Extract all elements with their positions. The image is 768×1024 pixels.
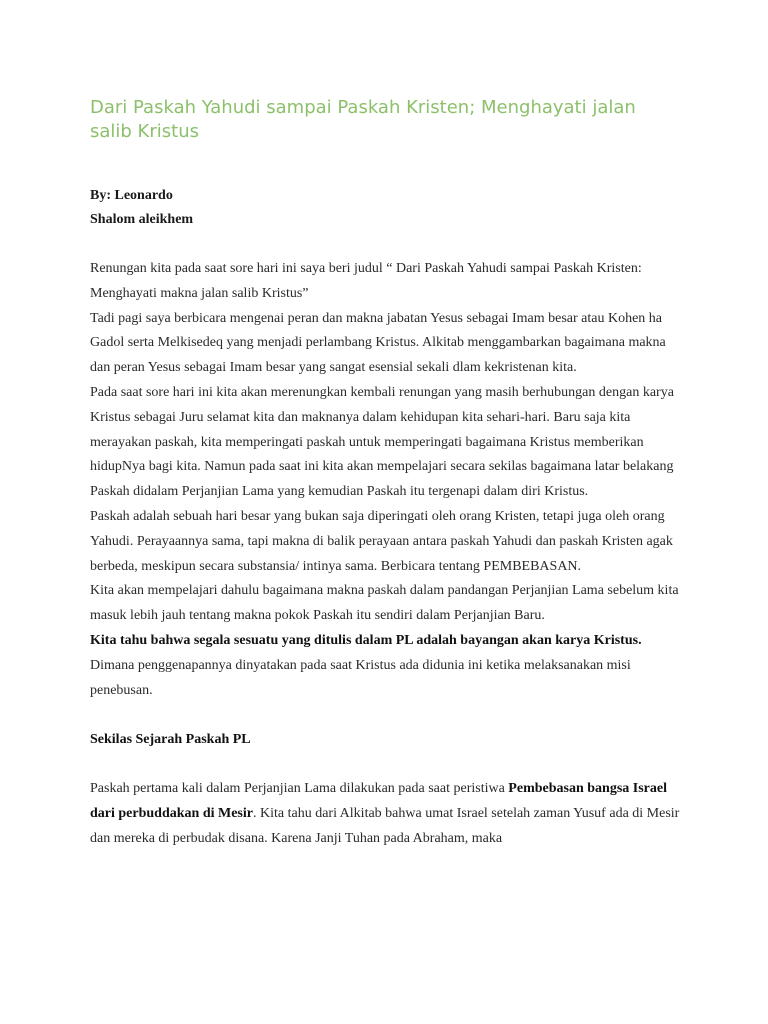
emphasis-paragraph	[90, 629, 680, 703]
section-lead-text: Paskah pertama kali dalam Perjanjian Lama dilakukan pada saat peristiwa	[90, 781, 509, 797]
greeting-line: Shalom aleikhem	[90, 212, 194, 227]
document-title: Dari Paskah Yahudi sampai Paskah Kristen; Menghayati jalan salib Kristus	[90, 97, 636, 142]
section-paragraph	[90, 777, 680, 851]
paragraph-3: Pada saat sore hari ini kita akan merenungkan kembali renungan yang masih berhubungan dengan karya Kristus sebagai Juru selamat kita dan maknanya dalam kehidupan kita sehari-hari. Baru saja kita merayakan paskah, kita memperingati paskah untuk memperingati bagaimana Kristus memberikan hidupNya bagi kita. Namun pada saat ini kita akan mempelajari secara sekilas bagaimana latar belakang Paskah didalam Perjanjian Lama yang kemudian Paskah itu tergenapi dalam diri Kristus.	[90, 384, 674, 500]
section-rest-text: . Kita tahu dari Alkitab bahwa umat Israel setelah zaman Yusuf ada di Mesir dan mereka di perbudak disana. Karena Janji Tuhan pada Abraham, maka	[90, 806, 680, 846]
emphasis-rest-text: Dimana penggenapannya dinyatakan pada saat Kristus ada didunia ini ketika melaksanakan misi penebusan.	[90, 657, 631, 698]
document-page	[90, 96, 680, 852]
paragraph-2: Tadi pagi saya berbicara mengenai peran dan makna jabatan Yesus sebagai Imam besar atau Kohen ha Gadol serta Melkisedeq yang menjadi perlambang Kristus. Alkitab menggambarkan bagaimana makna dan peran Yesus sebagai Imam besar yang sangat esensial sekali dlam kekristenan kita.	[90, 310, 666, 376]
section-bold-text: Pembebasan bangsa Israel dari perbuddakan di Mesir	[90, 781, 667, 822]
emphasis-bold-text: Kita tahu bahwa segala sesuatu yang ditulis dalam PL adalah bayangan akan karya Kristus.	[90, 632, 642, 648]
paragraph-1: Renungan kita pada saat sore hari ini saya beri judul “ Dari Paskah Yahudi sampai Paskah Kristen: Menghayati makna jalan salib Kristus”	[90, 261, 642, 301]
author-line: By: Leonardo	[90, 188, 173, 203]
paragraph-5: Kita akan mempelajari dahulu bagaimana makna paskah dalam pandangan Perjanjian Lama sebelum kita masuk lebih jauh tentang makna pokok Paskah itu sendiri dalam Perjanjian Baru.	[90, 583, 679, 624]
paragraph-4: Paskah adalah sebuah hari besar yang bukan saja diperingati oleh orang Kristen, tetapi juga oleh orang Yahudi. Perayaannya sama, tapi makna di balik perayaan antara paskah Yahudi dan paskah Kristen agak berbeda, meskipun secara substansia/ intinya sama. Berbicara tentang PEMBEBASAN.	[90, 508, 673, 574]
section-heading: Sekilas Sejarah Paskah PL	[90, 732, 251, 748]
